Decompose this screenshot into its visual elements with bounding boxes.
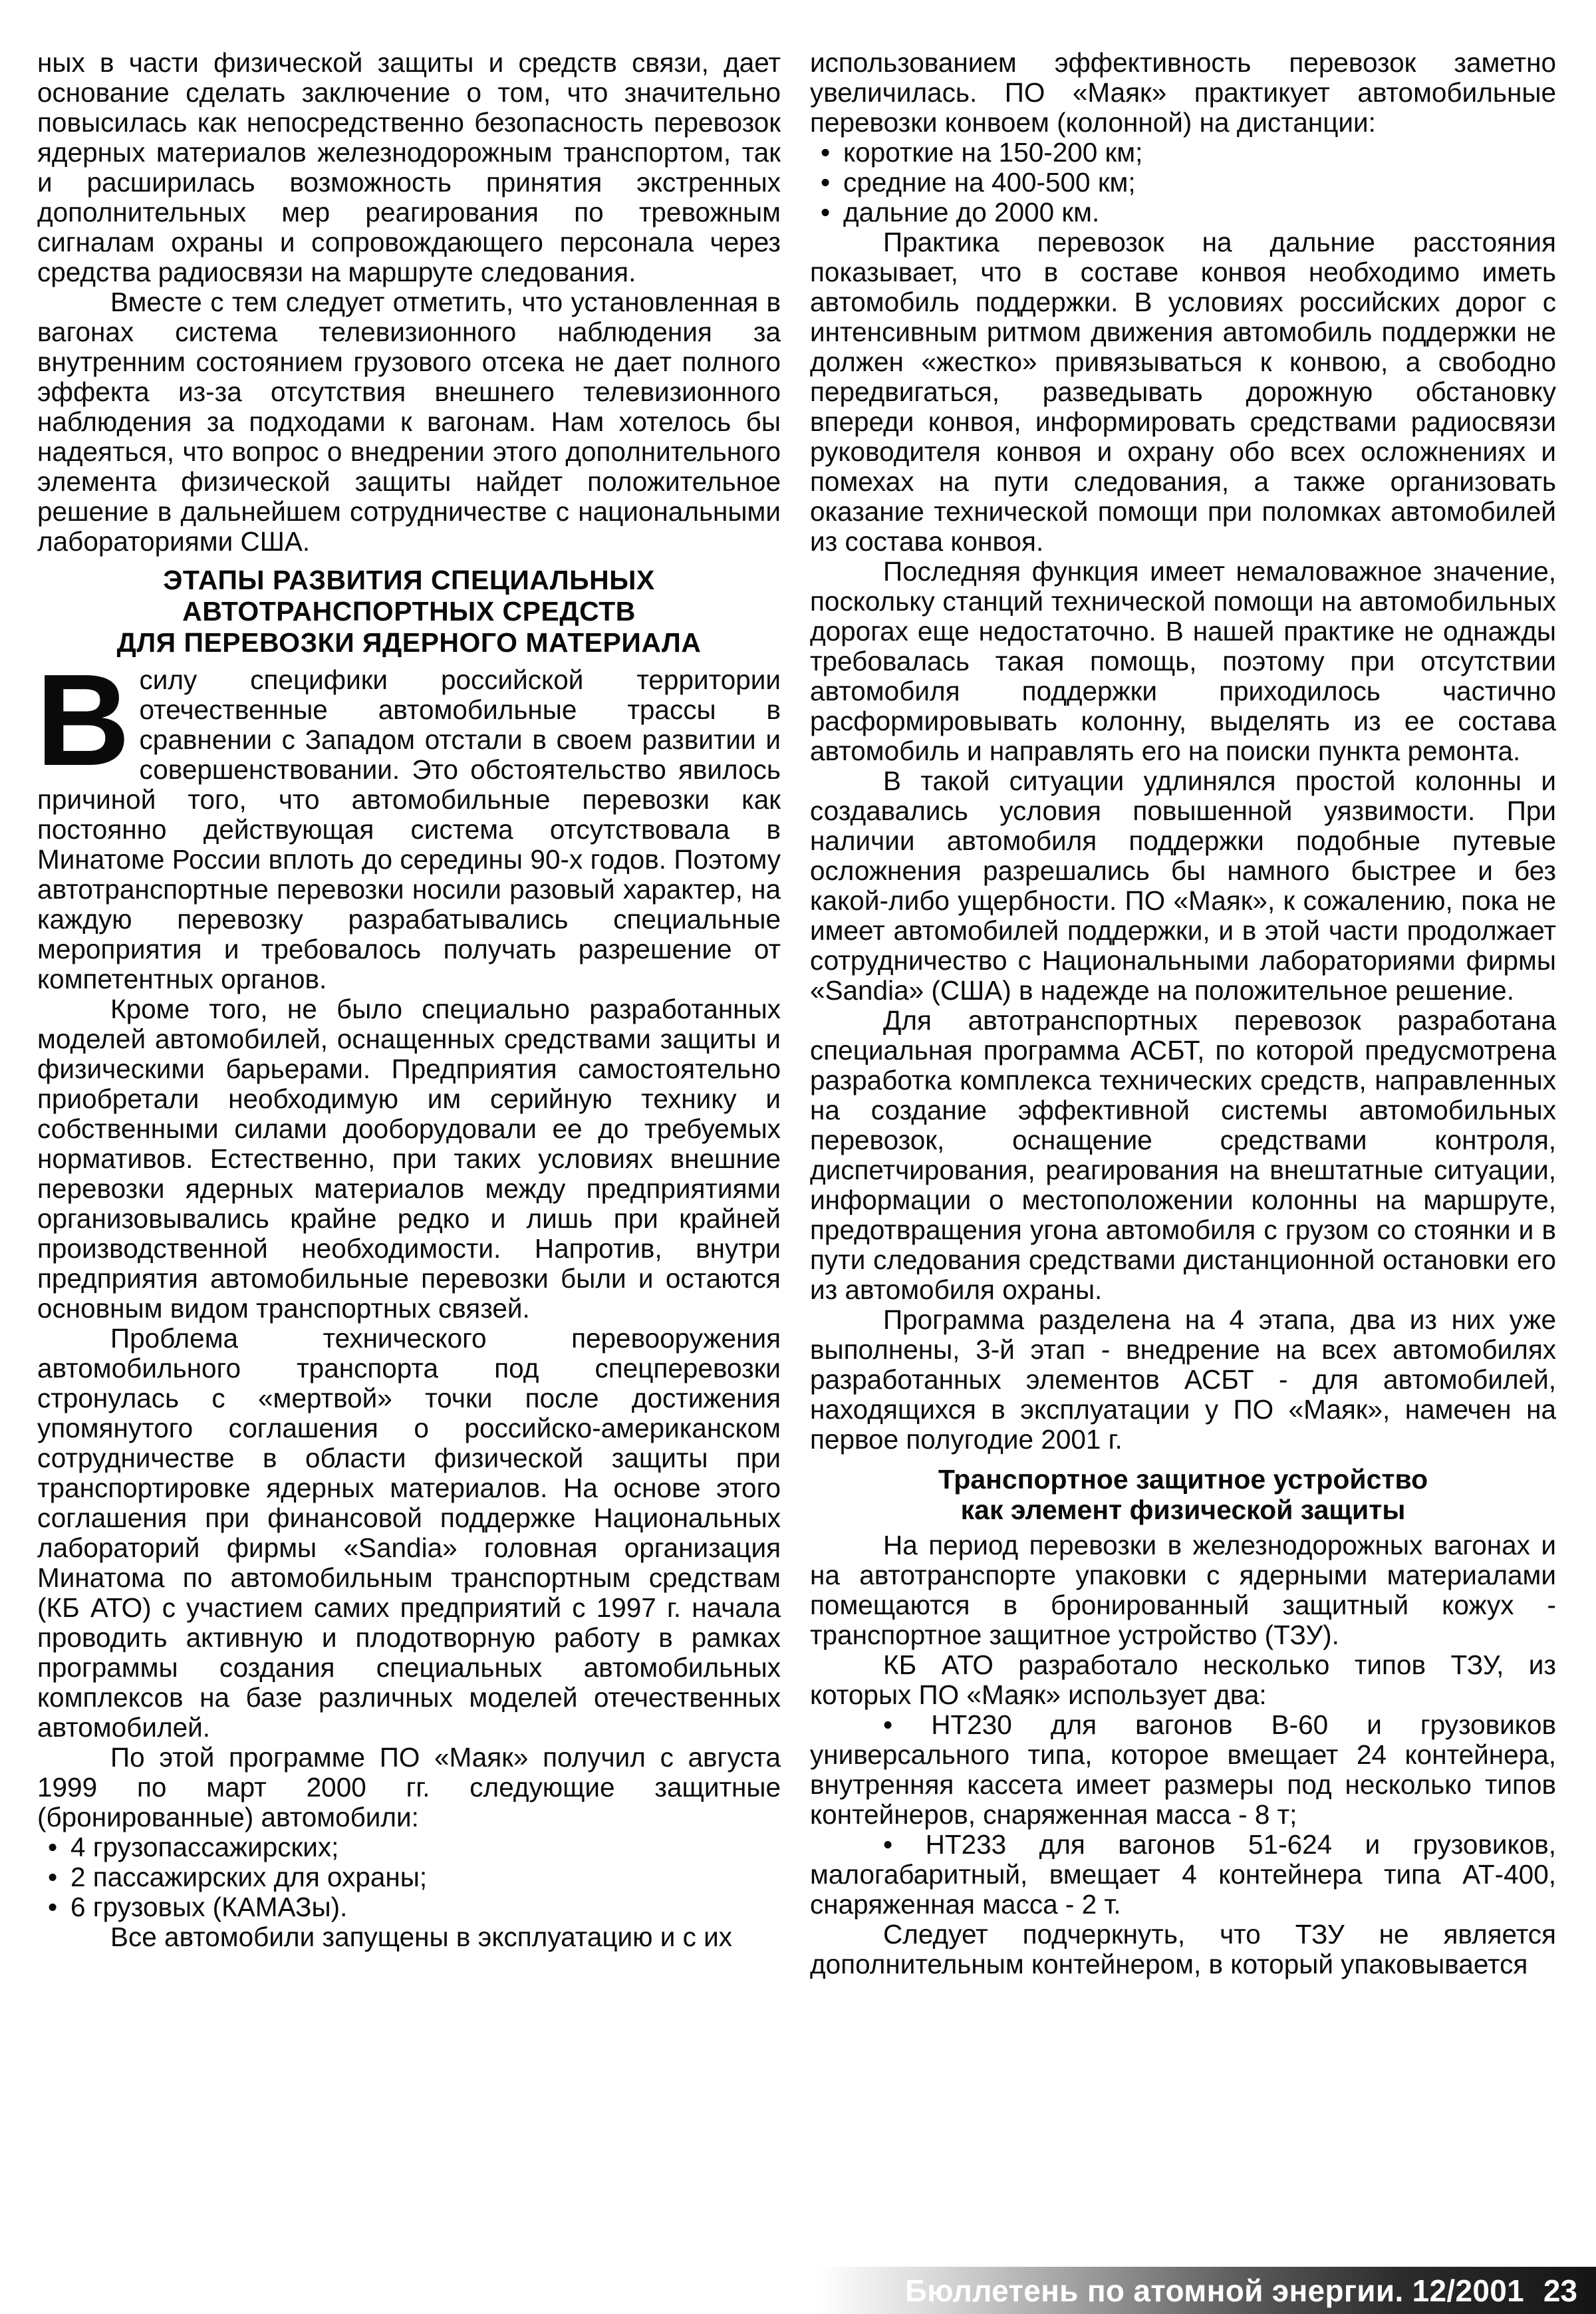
paragraph: использованием эффективность перевозок заметно увеличилась. ПО «Маяк» практикует автомобильные перевозки конвоем (колонной) на дистанции: — [810, 47, 1556, 138]
list-item: • средние на 400-500 км; — [810, 168, 1556, 198]
section-heading-line: ЭТАПЫ РАЗВИТИЯ СПЕЦИАЛЬНЫХ — [163, 565, 655, 595]
paragraph: По этой программе ПО «Маяк» получил с августа 1999 по март 2000 гг. следующие защитные (бронированные) автомобили: — [37, 1742, 781, 1832]
paragraph — [810, 1830, 1556, 1920]
section-heading-line: АВТОТРАНСПОРТНЫХ СРЕДСТВ — [182, 596, 636, 627]
list-item: • короткие на 150-200 км; — [810, 138, 1556, 168]
subheading — [810, 1464, 1556, 1525]
section-heading — [37, 565, 781, 658]
paragraph: Вместе с тем следует отметить, что установленная в вагонах система телевизионного наблюдения за внутренним состоянием грузового отсека не дает полного эффекта из-за отсутствия внешнего телевизионного наблюдения за подходами к вагонам. Нам хотелось бы надеяться, что вопрос о внедрении этого дополнительного элемента физической защиты найдет положительное решение в дальнейшем сотрудничестве с национальными лабораториями США. — [37, 287, 781, 557]
list-item: • 6 грузовых (КАМАЗы). — [37, 1892, 781, 1922]
paragraph: В такой ситуации удлинялся простой колонны и создавались условия повышенной уязвимости. При наличии автомобиля поддержки подобные путевые осложнения разрешались бы намного быстрее и без какой-либо ущербности. ПО «Маяк», к сожалению, пока не имеет автомобилей поддержки, и в этой части продолжает сотрудничество с Национальными лабораториями фирмы «Sandia» (США) в надежде на положительное решение. — [810, 766, 1556, 1006]
left-column — [37, 48, 781, 1952]
paragraph: На период перевозки в железнодорожных вагонах и на автотранспорте упаковки с ядерными материалами помещаются в бронированный защитный кожух - транспортное защитное устройство (ТЗУ). — [810, 1530, 1556, 1650]
paragraph: Для автотранспортных перевозок разработана специальная программа АСБТ, по которой предусмотрена разработка комплекса технических средств, направленных на создание эффективной системы автомобильных перевозок, оснащение средствами контроля, диспетчирования, реагирования на внештатные ситуации, информации о местоположении колонны на маршруте, предотвращения угона автомобиля с грузом со стоянки и в пути следования средствами дистанционной остановки его из автомобиля охраны. — [810, 1005, 1556, 1305]
list-item: • дальние до 2000 км. — [810, 198, 1556, 227]
paragraph: Программа разделена на 4 этапа, два из них уже выполнены, 3-й этап - внедрение на всех автомобилях разработанных элементов АСБТ - для автомобилей, находящихся в эксплуатации у ПО «Маяк», намечен на первое полугодие 2001 г. — [810, 1304, 1556, 1455]
section-heading-line: ДЛЯ ПЕРЕВОЗКИ ЯДЕРНОГО МАТЕРИАЛА — [116, 627, 702, 658]
paragraph — [810, 1710, 1556, 1830]
bullet-list — [810, 138, 1556, 227]
paragraph: Все автомобили запущены в эксплуатацию и с их — [110, 1922, 733, 1952]
journal-title: Бюллетень по атомной энергии. 12/2001 — [904, 2273, 1524, 2308]
paragraph — [36, 647, 781, 994]
subheading-line: Транспортное защитное устройство — [938, 1464, 1428, 1495]
paragraph-text: • НТ233 для вагонов 51-624 и грузовиков, малогабаритный, вмещает 4 контейнера типа АТ-400, снаряженная масса - 2 т. — [810, 1829, 1556, 1920]
bullet-list — [37, 1832, 781, 1922]
paragraph: Проблема технического перевооружения автомобильного транспорта под спецперевозки стронулась с «мертвой» точки после достижения упомянутого соглашения о российско-американском сотрудничестве в области физической защиты при транспортировке ядерных материалов. На основе этого соглашения при финансовой поддержке Национальных лабораторий фирмы «Sandia» головная организация Минатома по автомобильным транспортным средствам (КБ АТО) с участием самих предприятий с 1997 г. начала проводить активную и плодотворную работу в рамках программы создания специальных автомобильных комплексов на базе различных моделей отечественных автомобилей. — [37, 1323, 781, 1743]
paragraph-text: силу специфики российской территории отечественные автомобильные трассы в сравнении с Западом отстали в своем развитии и совершенствовании. Это обстоятельство явилось причиной того, что автомобильные перевозки как постоянно действующая система отсутствовала в Минатоме России вплоть до середины 90-х годов. Поэтому автотранспортные перевозки носили разовый характер, на каждую перевозку разрабатывались специальные мероприятия и требовалось получать разрешение от компетентных органов. — [37, 664, 781, 994]
page-number: 23 — [1543, 2273, 1577, 2308]
paragraph-text: • НТ230 для вагонов В-60 и грузовиков универсального типа, которое вмещает 24 контейнера, внутренняя кассета имеет размеры под несколько типов контейнеров, снаряженная масса - 8 т; — [810, 1709, 1556, 1830]
list-item: • 2 пассажирских для охраны; — [37, 1862, 781, 1892]
paragraph: Последняя функция имеет немаловажное значение, поскольку станций технической помощи на автомобильных дорогах еще недостаточно. В нашей практике не однажды требовалась такая помощь, поэтому при отсутствии автомобиля поддержки приходилось частично расформировывать колонну, выделять из ее состава автомобиль и направлять его на поиски пункта ремонта. — [810, 556, 1556, 766]
paragraph: КБ АТО разработало несколько типов ТЗУ, из которых ПО «Маяк» использует два: — [810, 1650, 1556, 1710]
list-item: • 4 грузопассажирских; — [37, 1832, 781, 1862]
paragraph: Следует подчеркнуть, что ТЗУ не является дополнительным контейнером, в который упаковывается — [810, 1919, 1556, 1979]
dropcap-letter: В — [36, 647, 130, 793]
subheading-line: как элемент физической защиты — [960, 1495, 1406, 1525]
paragraph: ных в части физической защиты и средств связи, дает основание сделать заключение о том, что значительно повысилась как непосредственно безопасность перевозок ядерных материалов железнодорожным транспортом, так и расширилась возможность принятия экстренных дополнительных мер реагирования по тревожным сигналам охраны и сопровождающего персонала через средства радиосвязи на маршруте следования. — [37, 47, 781, 287]
paragraph: Кроме того, не было специально разработанных моделей автомобилей, оснащенных средствами защиты и физическими барьерами. Предприятия самостоятельно приобретали необходимую им серийную технику и собственными силами дооборудовали ее до требуемых нормативов. Естественно, при таких условиях внешние перевозки ядерных материалов между предприятиями организовывались крайне редко и лишь при крайней производственной необходимости. Напротив, внутри предприятия автомобильные перевозки были и остаются основным видом транспортных связей. — [37, 994, 781, 1324]
paragraph: Практика перевозок на дальние расстояния показывает, что в составе конвоя необходимо иметь автомобиль поддержки. В условиях российских дорог с интенсивным ритмом движения автомобиль поддержки не должен «жестко» привязываться к конвою, а свободно передвигаться, разведывать дорожную обстановку впереди конвоя, информировать средствами радиосвязи руководителя конвоя и охрану обо всех осложнениях и помехах на пути следования, а также организовать оказание технической помощи при поломках автомобилей из состава конвоя. — [810, 227, 1556, 557]
right-column — [810, 48, 1556, 1979]
